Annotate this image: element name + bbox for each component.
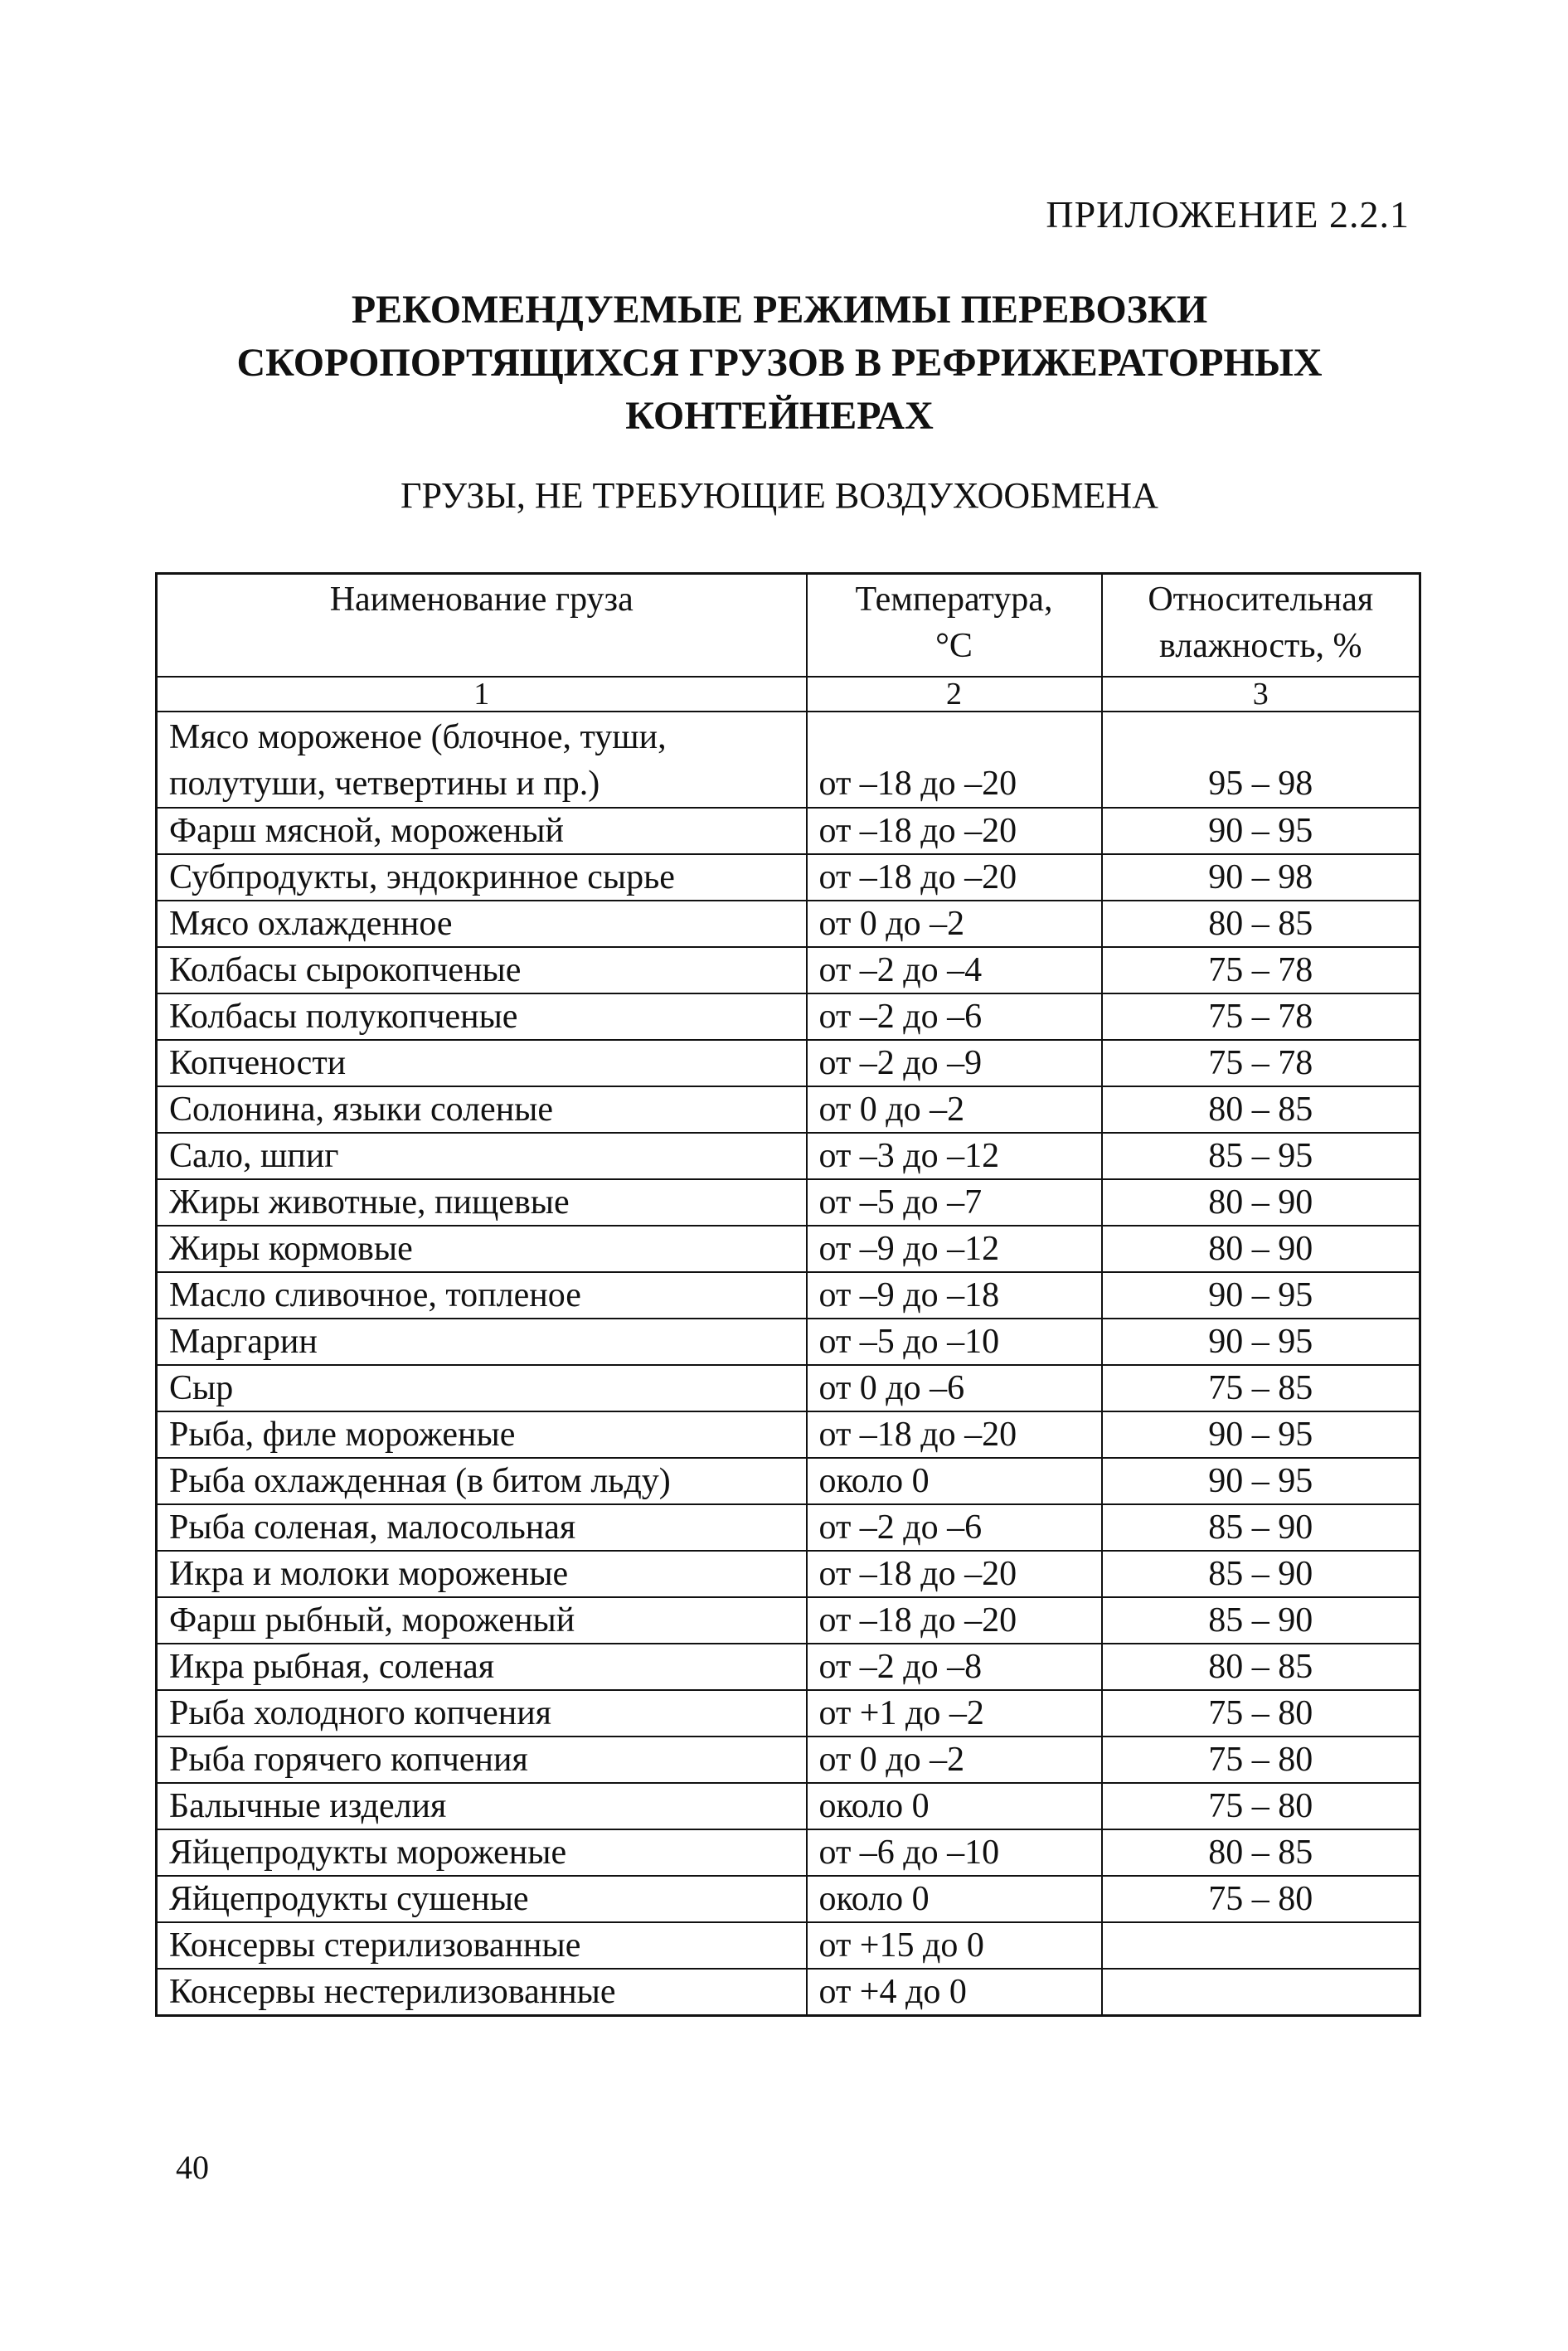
humidity-cell: 90 – 98 [1102, 854, 1420, 901]
cargo-name-cell: Масло сливочное, топленое [157, 1272, 807, 1319]
table-row [157, 947, 1420, 993]
temperature-cell: около 0 [807, 1876, 1102, 1922]
cargo-name-cell: Жиры животные, пищевые [157, 1179, 807, 1226]
header-cargo-name: Наименование груза [157, 574, 807, 678]
table-row [157, 1040, 1420, 1086]
table-row [157, 1319, 1420, 1365]
table-row [157, 1458, 1420, 1504]
humidity-cell: 75 – 85 [1102, 1365, 1420, 1411]
cargo-name-cell: Мясо мороженое (блочное, туши, полутуши, четвертины и пр.) [157, 712, 807, 808]
temperature-cell: от 0 до –2 [807, 901, 1102, 947]
cargo-name-cell: Сыр [157, 1365, 807, 1411]
temperature-cell: от –9 до –18 [807, 1272, 1102, 1319]
temperature-cell: от –18 до –20 [807, 854, 1102, 901]
document-title [124, 284, 1435, 443]
table-row [157, 1179, 1420, 1226]
humidity-cell: 90 – 95 [1102, 1319, 1420, 1365]
table-row [157, 1365, 1420, 1411]
humidity-cell: 90 – 95 [1102, 1458, 1420, 1504]
humidity-cell: 80 – 85 [1102, 901, 1420, 947]
temperature-cell: от –18 до –20 [807, 1551, 1102, 1597]
cargo-name-cell: Балычные изделия [157, 1783, 807, 1829]
table-row [157, 1133, 1420, 1179]
column-number-row [157, 677, 1420, 712]
page-number: 40 [176, 2149, 209, 2186]
temperature-cell: около 0 [807, 1458, 1102, 1504]
table-row [157, 1690, 1420, 1737]
humidity-cell: 75 – 78 [1102, 947, 1420, 993]
humidity-cell: 90 – 95 [1102, 1411, 1420, 1458]
humidity-cell [1102, 1969, 1420, 2016]
table-row [157, 808, 1420, 854]
temperature-cell: от +15 до 0 [807, 1922, 1102, 1969]
cargo-name-cell: Консервы нестерилизованные [157, 1969, 807, 2016]
table-row [157, 1551, 1420, 1597]
humidity-cell: 75 – 80 [1102, 1737, 1420, 1783]
temperature-cell: от +4 до 0 [807, 1969, 1102, 2016]
temperature-cell: от –18 до –20 [807, 1411, 1102, 1458]
table-row [157, 1272, 1420, 1319]
humidity-cell: 75 – 78 [1102, 993, 1420, 1040]
cargo-name-cell: Рыба холодного копчения [157, 1690, 807, 1737]
cargo-name-cell: Яйцепродукты сушеные [157, 1876, 807, 1922]
cargo-name-cell: Рыба охлажденная (в битом льду) [157, 1458, 807, 1504]
temperature-cell: от 0 до –2 [807, 1086, 1102, 1133]
temperature-cell: от –5 до –7 [807, 1179, 1102, 1226]
temperature-cell: от –2 до –8 [807, 1644, 1102, 1690]
table-row [157, 1783, 1420, 1829]
table-header-row [157, 574, 1420, 678]
cargo-regimes-table [155, 572, 1421, 2017]
temperature-cell: от –2 до –9 [807, 1040, 1102, 1086]
humidity-cell: 75 – 80 [1102, 1783, 1420, 1829]
header-temperature: Температура, °С [807, 574, 1102, 678]
table-row [157, 901, 1420, 947]
column-number: 3 [1102, 677, 1420, 712]
table-row [157, 1644, 1420, 1690]
header-humidity: Относительная влажность, % [1102, 574, 1420, 678]
table-row [157, 1922, 1420, 1969]
temperature-cell: от +1 до –2 [807, 1690, 1102, 1737]
cargo-name-cell: Рыба, филе мороженые [157, 1411, 807, 1458]
cargo-name-cell: Копчености [157, 1040, 807, 1086]
temperature-cell: от –18 до –20 [807, 1597, 1102, 1644]
title-line: РЕКОМЕНДУЕМЫЕ РЕЖИМЫ ПЕРЕВОЗКИ [351, 288, 1208, 332]
cargo-name-cell: Рыба соленая, малосольная [157, 1504, 807, 1551]
humidity-cell: 85 – 90 [1102, 1551, 1420, 1597]
cargo-name-cell: Жиры кормовые [157, 1226, 807, 1272]
title-line: СКОРОПОРТЯЩИХСЯ ГРУЗОВ В РЕФРИЖЕРАТОРНЫХ [236, 341, 1323, 385]
cargo-name-cell: Икра рыбная, соленая [157, 1644, 807, 1690]
cargo-name-cell: Мясо охлажденное [157, 901, 807, 947]
temperature-cell: от –9 до –12 [807, 1226, 1102, 1272]
temperature-cell: от –5 до –10 [807, 1319, 1102, 1365]
cargo-name-cell: Маргарин [157, 1319, 807, 1365]
humidity-cell [1102, 1922, 1420, 1969]
temperature-cell: около 0 [807, 1783, 1102, 1829]
table-row [157, 1737, 1420, 1783]
temperature-cell: от –2 до –6 [807, 993, 1102, 1040]
cargo-name-cell: Фарш рыбный, мороженый [157, 1597, 807, 1644]
title-line: КОНТЕЙНЕРАХ [625, 394, 934, 438]
humidity-cell: 85 – 95 [1102, 1133, 1420, 1179]
table-row [157, 1226, 1420, 1272]
cargo-name-cell: Колбасы сырокопченые [157, 947, 807, 993]
table-row [157, 1876, 1420, 1922]
temperature-cell: от 0 до –2 [807, 1737, 1102, 1783]
humidity-cell: 90 – 95 [1102, 808, 1420, 854]
table-row [157, 1411, 1420, 1458]
temperature-cell: от –3 до –12 [807, 1133, 1102, 1179]
section-subtitle: ГРУЗЫ, НЕ ТРЕБУЮЩИЕ ВОЗДУХООБМЕНА [400, 475, 1158, 516]
humidity-cell: 80 – 85 [1102, 1829, 1420, 1876]
table-row [157, 1829, 1420, 1876]
appendix-label: ПРИЛОЖЕНИЕ 2.2.1 [1046, 193, 1410, 236]
table-row [157, 1597, 1420, 1644]
cargo-name-cell: Рыба горячего копчения [157, 1737, 807, 1783]
humidity-cell: 75 – 80 [1102, 1690, 1420, 1737]
humidity-cell: 95 – 98 [1102, 712, 1420, 808]
temperature-cell: от –6 до –10 [807, 1829, 1102, 1876]
cargo-name-cell: Фарш мясной, мороженый [157, 808, 807, 854]
cargo-name-cell: Икра и молоки мороженые [157, 1551, 807, 1597]
table-row [157, 1504, 1420, 1551]
temperature-cell: от –18 до –20 [807, 808, 1102, 854]
column-number: 1 [157, 677, 807, 712]
table-row [157, 712, 1420, 808]
table-row [157, 993, 1420, 1040]
cargo-name-cell: Консервы стерилизованные [157, 1922, 807, 1969]
table-row [157, 1969, 1420, 2016]
humidity-cell: 90 – 95 [1102, 1272, 1420, 1319]
humidity-cell: 80 – 85 [1102, 1086, 1420, 1133]
cargo-name-cell: Колбасы полукопченые [157, 993, 807, 1040]
humidity-cell: 75 – 78 [1102, 1040, 1420, 1086]
humidity-cell: 75 – 80 [1102, 1876, 1420, 1922]
humidity-cell: 80 – 90 [1102, 1179, 1420, 1226]
column-number: 2 [807, 677, 1102, 712]
temperature-cell: от –2 до –6 [807, 1504, 1102, 1551]
temperature-cell: от 0 до –6 [807, 1365, 1102, 1411]
humidity-cell: 80 – 85 [1102, 1644, 1420, 1690]
cargo-name-cell: Сало, шпиг [157, 1133, 807, 1179]
humidity-cell: 85 – 90 [1102, 1504, 1420, 1551]
temperature-cell: от –18 до –20 [807, 712, 1102, 808]
table-row [157, 1086, 1420, 1133]
table-row [157, 854, 1420, 901]
cargo-name-cell: Субпродукты, эндокринное сырье [157, 854, 807, 901]
cargo-name-cell: Солонина, языки соленые [157, 1086, 807, 1133]
temperature-cell: от –2 до –4 [807, 947, 1102, 993]
humidity-cell: 85 – 90 [1102, 1597, 1420, 1644]
humidity-cell: 80 – 90 [1102, 1226, 1420, 1272]
cargo-name-cell: Яйцепродукты мороженые [157, 1829, 807, 1876]
